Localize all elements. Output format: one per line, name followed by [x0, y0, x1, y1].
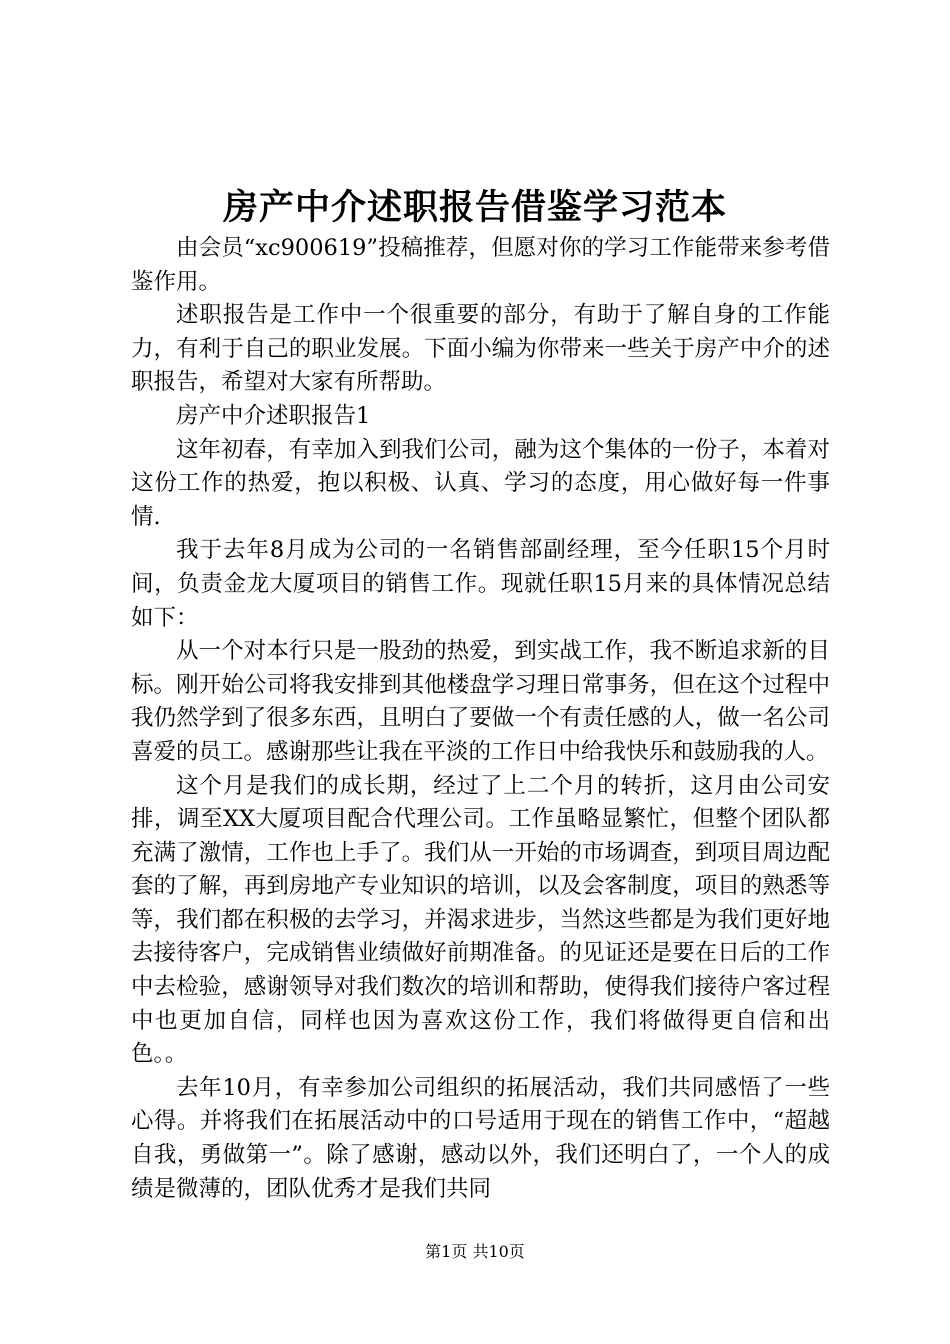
paragraph: 这年初春，有幸加入到我们公司，融为这个集体的一份子，本着对这份工作的热爱，抱以积极、认真、学习的态度，用心做好每一件事情.: [131, 436, 830, 530]
page-footer: 第1页 共10页: [425, 1242, 525, 1261]
document-title: 房产中介述职报告借鉴学习范本: [222, 187, 727, 228]
paragraph-preface: 述职报告是工作中一个很重要的部分，有助于了解自身的工作能力，有利于自己的职业发展。下面小编为你带来一些关于房产中介的述职报告，希望对大家有所帮助。: [131, 302, 830, 396]
paragraph: 从一个对本行只是一股劲的热爱，到实战工作，我不断追求新的目标。刚开始公司将我安排到其他楼盘学习理日常事务，但在这个过程中我仍然学到了很多东西，且明白了要做一个有责任感的人，做一名公司喜爱的员工。感谢那些让我在平淡的工作日中给我快乐和鼓励我的人。: [131, 638, 830, 765]
section-heading: 房产中介述职报告1: [176, 402, 371, 429]
paragraph: 我于去年8月成为公司的一名销售部副经理，至今任职15个月时间，负责金龙大厦项目的销售工作。现就任职15月来的具体情况总结如下：: [131, 537, 830, 631]
paragraph-intro: 由会员“xc900619”投稿推荐，但愿对你的学习工作能带来参考借鉴作用。: [131, 235, 830, 295]
document-body: [131, 232, 830, 1206]
paragraph: 这个月是我们的成长期，经过了上二个月的转折，这月由公司安排，调至XX大厦项目配合代理公司。工作虽略显繁忙，但整个团队都充满了激情，工作也上手了。我们从一开始的市场调查，到项目周边配套的了解，再到房地产专业知识的培训，以及会客制度，项目的熟悉等等，我们都在积极的去学习，并渴求进步，当然这些都是为我们更好地去接待客户，完成销售业绩做好前期准备。的见证还是要在日后的工作中去检验，感谢领导对我们数次的培训和帮助，使得我们接待户客过程中也更加自信，同样也因为喜欢这份工作，我们将做得更自信和出色。。: [131, 772, 830, 1068]
paragraph: 去年10月，有幸参加公司组织的拓展活动，我们共同感悟了一些心得。并将我们在拓展活动中的口号适用于现在的销售工作中，“超越自我，勇做第一”。除了感谢，感动以外，我们还明白了，一个人的成绩是微薄的，团队优秀才是我们共同: [131, 1074, 830, 1202]
